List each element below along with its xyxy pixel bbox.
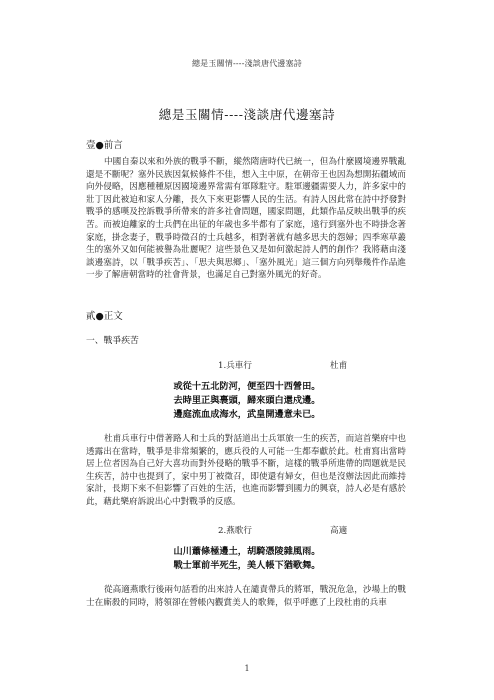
commentary-text: 從高適燕歌行後兩句話看的出來詩人在譴責帶兵的將軍，戰況危急，沙場上的戰士在廝殺的同時，將領卻在營帳內觀賞美人的歌舞，似乎呼應了上段杜甫的兵車 bbox=[86, 585, 406, 608]
commentary-paragraph-1 bbox=[86, 433, 406, 509]
poem-line: 去時里正與裹頭，歸來頭白還戍邊。 bbox=[173, 395, 321, 406]
poem-line: 邊庭流血成海水，武皇開邊意未已。 bbox=[173, 409, 321, 420]
page-number: 1 bbox=[244, 664, 250, 673]
preface-paragraph bbox=[86, 156, 406, 282]
running-header: 總是玉關情----淺談唐代邊塞詩 bbox=[191, 59, 302, 68]
poem-title: 2.燕歌行 bbox=[218, 526, 252, 536]
poem-author: 高適 bbox=[330, 526, 348, 536]
section-heading-preface: 壹●前言 bbox=[86, 140, 123, 151]
subheading-war-suffering: 一、戰爭疾苦 bbox=[86, 336, 139, 346]
poem-title: 1.兵車行 bbox=[218, 361, 252, 371]
document-title: 總是玉關情----淺談唐代邊塞詩 bbox=[158, 107, 336, 122]
poem-author: 杜甫 bbox=[330, 361, 348, 371]
poem-line: 山川蕭條極邊土，胡騎憑陵雜風雨。 bbox=[173, 546, 321, 557]
poem-lines-1 bbox=[0, 380, 494, 422]
preface-text: 中國自秦以來和外族的戰爭不斷，縱然隋唐時代已統一，但為什麼國境邊界戰亂還是不斷呢？塞外民族因氣候條件不佳，想入主中原，在朝帝王也因為想開拓疆域而向外侵略，因應種種原因國境邊界常需有軍隊駐守。駐軍邊疆需要人力，許多家中的壯丁因此被迫和家人分離，長久下來更影響人民的生活。有詩人因此常在詩中抒發對戰爭的感嘆及控訴戰爭所帶來的許多社會問題，國家問題，此類作品反映出戰爭的疾苦。而被迫離家的士兵們在出征的年歲也多半都有了家庭，遠行到塞外也不時掛念著家庭，掛念妻子，戰爭時徵召的士兵越多，相對著就有越多思夫的怨婦；四季寒草叢生的塞外又如何能被譽為壯麗呢？這些景色又是如何激起詩人們的創作？我將藉由淺談邊塞詩，以「戰爭疾苦」、「思夫與思鄉」、「塞外風光」這三個方向列舉幾件作品進一步了解唐朝當時的社會背景，也滿足自己對塞外風光的好奇。 bbox=[86, 157, 406, 281]
poem-line: 戰士軍前半死生，美人帳下猶歌舞。 bbox=[173, 560, 321, 571]
poem-line: 或從十五北防河，便至四十西營田。 bbox=[173, 381, 321, 392]
commentary-text: 杜甫兵車行中借著路人和士兵的對話道出士兵軍旅一生的疾苦，而這首樂府中也透露出在當時，戰爭是非常頻繁的，應兵役的人可能一生都奉獻於此。杜甫寫出當時居上位者因為自己好大喜功而對外侵略的戰爭不斷，這樣的戰爭所進帶的問題就是民生疾苦，詩中也提到了，家中男丁被徵召，即使還有婦女，但也是沒辦法因此而維持家計，長期下來不但影響了百姓的生活，也進而影響到國力的興衰，詩人必是有感於此，藉此樂府訴說出心中對戰爭的反感。 bbox=[86, 434, 406, 507]
section-heading-main: 貳●正文 bbox=[86, 311, 123, 322]
poem-lines-2 bbox=[0, 545, 494, 573]
commentary-paragraph-2 bbox=[86, 584, 406, 609]
